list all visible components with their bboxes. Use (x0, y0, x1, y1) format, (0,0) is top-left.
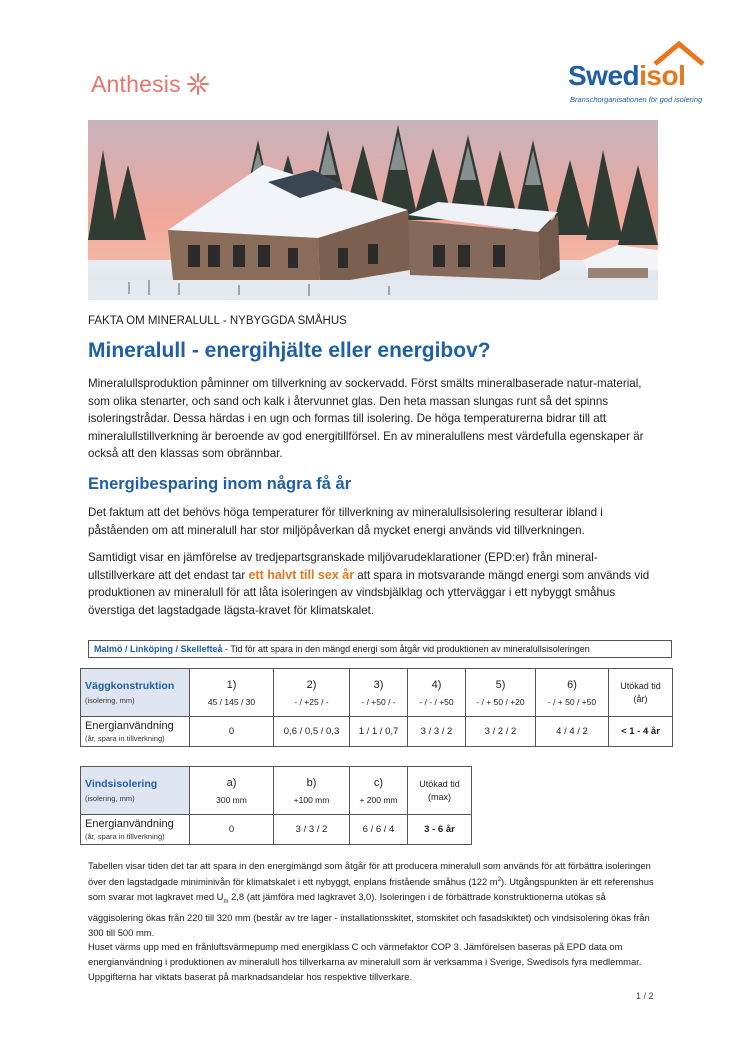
attic-value-c: 6 / 6 / 4 (350, 815, 408, 845)
wall-col-3: 3) - / +50 / - (350, 669, 408, 717)
wall-col-6: 6) - / + 50 / +50 (536, 669, 609, 717)
attic-insulation-table (80, 766, 472, 845)
highlight-payback: ett halvt till sex år (248, 567, 355, 582)
hero-photo-house (88, 120, 658, 300)
wall-value-1: 0 (190, 717, 274, 747)
wall-value-2: 0,6 / 0,5 / 0,3 (274, 717, 350, 747)
section-heading: Energibesparing inom några få år (88, 475, 352, 493)
paragraph-epd-comparison: Samtidigt visar en jämförelse av tredjepartsgranskade miljövarudeklarationer (EPD:er) från mineral-ullstillverkare att det endast tar ett halvt till sex år att spara in motsvarande mängd energi som används vid produktionen av mineralull för att låta isoleringen av vindsbjälklag och ytterväggar i ett nybyggt småhus överstiga det lagstadgade lägsta-kravet för klimatskalet. (88, 551, 650, 617)
attic-extra-value: 3 - 6 år (408, 815, 472, 845)
wall-extra-header: Utökad tid (år) (609, 669, 673, 717)
swedisol-tagline: Branschorganisationen för god isolering (570, 95, 703, 104)
wall-col-5: 5) - / + 50 / +20 (466, 669, 536, 717)
wall-header-cell: Väggkonstruktion (isolering, mm) (81, 669, 190, 717)
heating-method-note: Huset värms upp med en frånluftsvärmepump med energiklass C och värmefaktor COP 3. Jämförelsen baseras på EPD data om energianvändning i produktionen av mineralull hos tillverkarna av mineralull som är verksamma i Sverige, Swedisols fyra medlemmar. Uppgifterna har viktats baserat på marknadsandelar hos respektive tillverkare. (88, 941, 642, 982)
table-caption: Malmö / Linköping / Skellefteå - Tid för att spara in den mängd energi som åtgår vid produktionen av mineralullsisoleringen (88, 640, 672, 658)
wall-row-label: Energianvändning (år, spara in tillverkning) (81, 717, 190, 747)
document-kicker: FAKTA OM MINERALULL - NYBYGGDA SMÅHUS (88, 315, 347, 327)
table-explanation-note: Tabellen visar tiden det tar att spara in den energimängd som åtgår för att producera mineralull som används för att förbättra isoleringen över den lagstadgade miniminivån för klimatskalet i ett nybyggt, enplans fristående småhus (122 $m^2$). Utgångspunkten är ett referenshus som svarar mot lagkravet med $U_m$ 2,8 (att jämföra med lagkravet 3,0). Isoleringen i de förbättrade konstruktionerna utökas så väggisolering ökas från 220 till 320 mm (består av tre lager - installationsskitet, stomskitet och fasadskiktet) och vindsisolering ökas från 300 till 500 mm. (88, 860, 654, 938)
anthesis-logo-text: Anthesis (91, 70, 181, 97)
swedisol-wordmark: Swedisol (568, 60, 686, 91)
wall-col-2: 2) - / +25 / - (274, 669, 350, 717)
wall-col-1: 1) 45 / 145 / 30 (190, 669, 274, 717)
attic-row-label: Energianvändning (år, spara in tillverkning) (81, 815, 190, 845)
attic-header-cell: Vindsisolering (isolering, mm) (81, 767, 190, 815)
wall-construction-table (80, 668, 673, 747)
attic-col-a: a) 300 mm (190, 767, 274, 815)
wall-value-5: 3 / 2 / 2 (466, 717, 536, 747)
wall-value-3: 1 / 1 / 0,7 (350, 717, 408, 747)
wall-value-6: 4 / 4 / 2 (536, 717, 609, 747)
wall-value-4: 3 / 3 / 2 (408, 717, 466, 747)
page-title: Mineralull - energihjälte eller energibov? (88, 339, 491, 362)
paragraph-energy-claims: Det faktum att det behövs höga temperaturer för tillverkning av mineralullsisolering resulterar ibland i påståenden om att mineralull har stor miljöpåverkan då mycket energi används vid tillverkningen. (88, 506, 603, 537)
sunburst-icon (186, 72, 210, 96)
attic-extra-header: Utökad tid (max) (408, 767, 472, 815)
swedisol-logo (566, 40, 706, 106)
attic-col-c: c) + 200 mm (350, 767, 408, 815)
anthesis-logo (91, 68, 210, 100)
page-number: 1 / 2 (636, 991, 654, 1001)
wall-extra-value: < 1 - 4 år (609, 717, 673, 747)
intro-paragraph: Mineralullsproduktion påminner om tillverkning av sockervadd. Först smälts mineralbaserade natur-material, som olika stenarter, och sand och kalk i återvunnet glas. Den heta massan slungas runt så det spinns isoleringstrådar. Dessa härdas i en ugn och formas till isolering. De höga temperaturerna bidrar till att mineralullstillverkning är beroende av god energitillförsel. En av mineralullens mest värdefulla egenskaper är också att den klassas som obrännbar. (88, 377, 644, 461)
attic-value-a: 0 (190, 815, 274, 845)
wall-col-4: 4) - / - / +50 (408, 669, 466, 717)
attic-value-b: 3 / 3 / 2 (274, 815, 350, 845)
attic-col-b: b) +100 mm (274, 767, 350, 815)
